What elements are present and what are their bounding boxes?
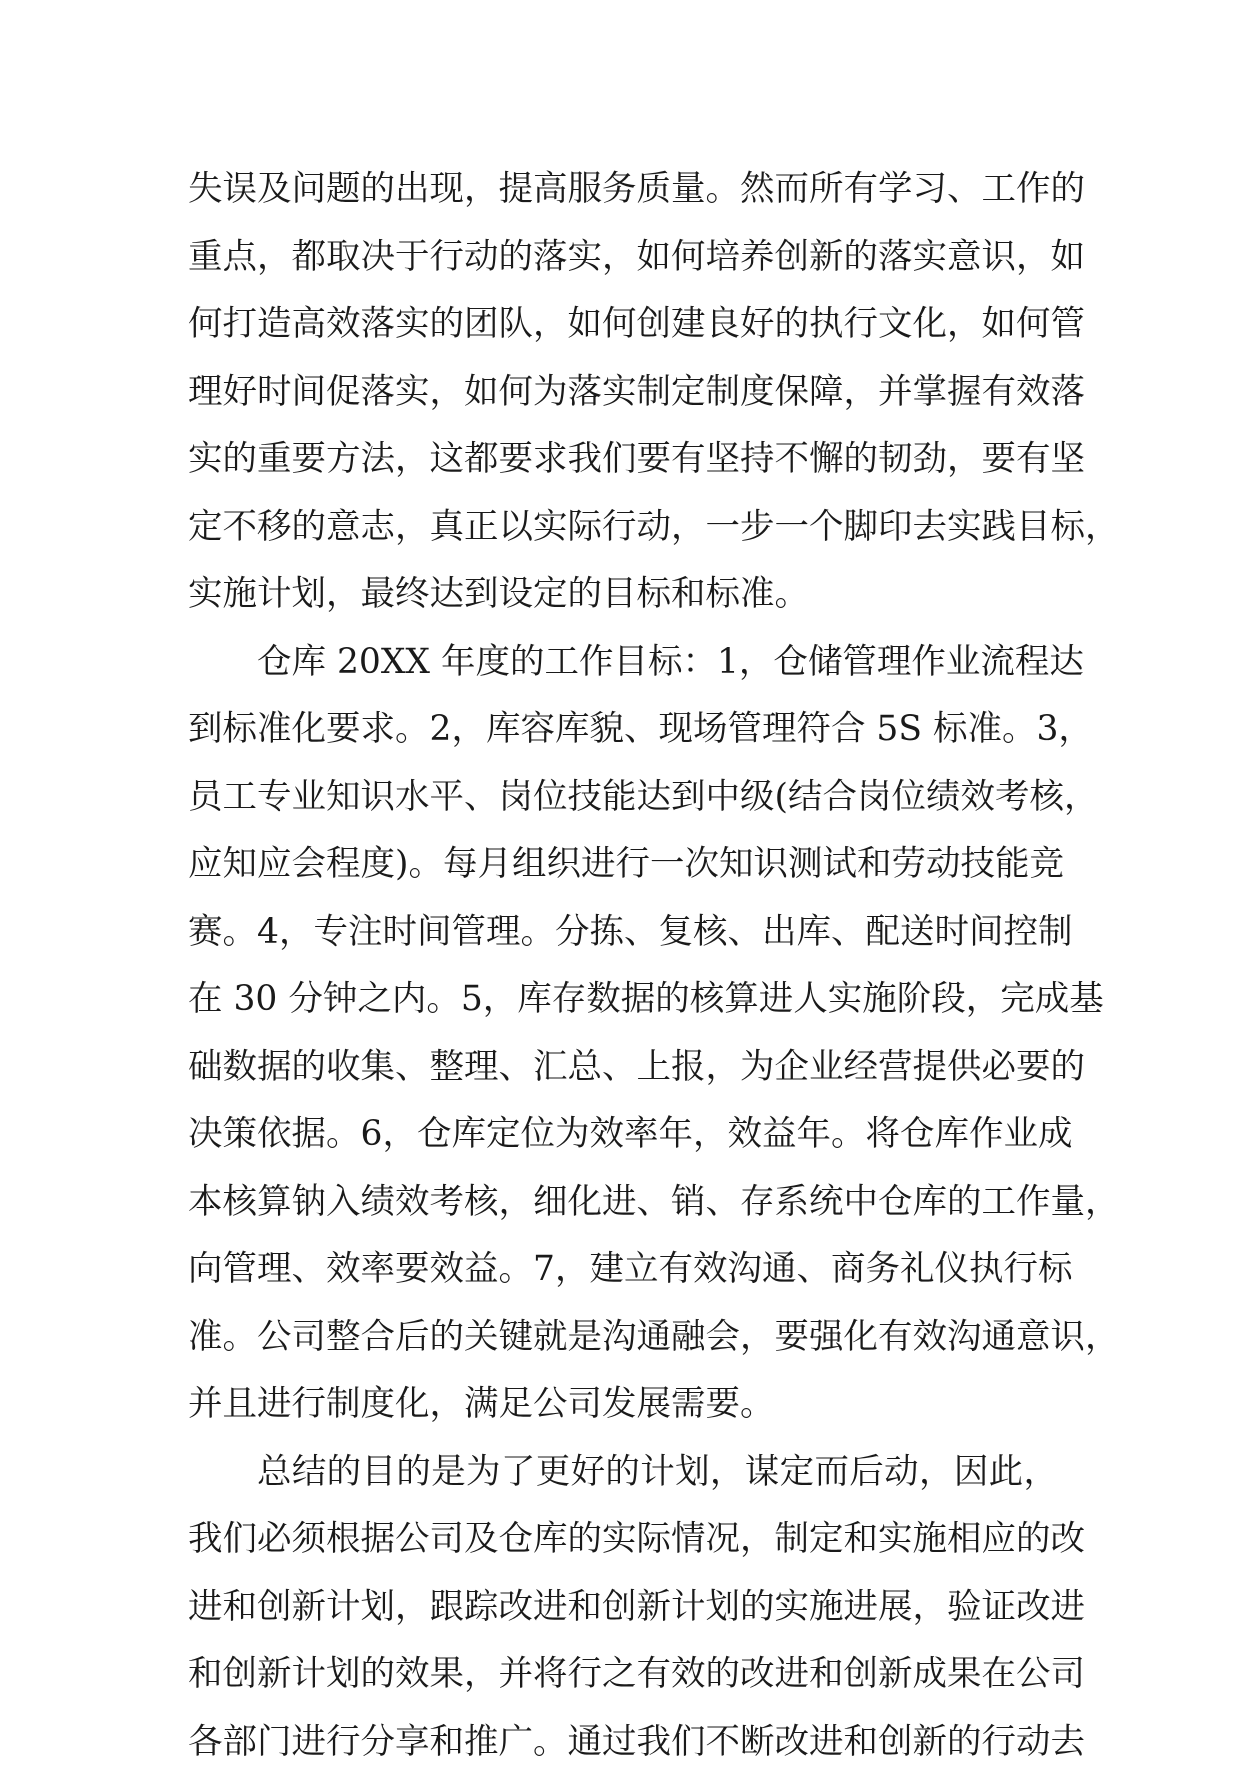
body-text [188, 156, 1058, 1776]
text-line: 实施计划，最终达到设定的目标和标准。 [188, 561, 1058, 629]
text-line: 失误及问题的出现，提高服务质量。然而所有学习、工作的 [188, 156, 1058, 224]
paragraph-2 [188, 629, 1058, 1439]
text-line: 重点，都取决于行动的落实，如何培养创新的落实意识，如 [188, 224, 1058, 292]
text-line: 实的重要方法，这都要求我们要有坚持不懈的韧劲，要有坚 [188, 426, 1058, 494]
text-line: 仓库 20XX 年度的工作目标：1，仓储管理作业流程达 [188, 629, 1058, 697]
text-line: 理好时间促落实，如何为落实制定制度保障，并掌握有效落 [188, 359, 1058, 427]
paragraph-3 [188, 1439, 1058, 1776]
text-line: 员工专业知识水平、岗位技能达到中级(结合岗位绩效考核， [188, 764, 1058, 832]
text-line: 何打造高效落实的团队，如何创建良好的执行文化，如何管 [188, 291, 1058, 359]
text-line: 本核算钠入绩效考核，细化进、销、存系统中仓库的工作量， [188, 1169, 1058, 1237]
text-line: 总结的目的是为了更好的计划，谋定而后动，因此， [188, 1439, 1058, 1507]
text-line: 进和创新计划，跟踪改进和创新计划的实施进展，验证改进 [188, 1574, 1058, 1642]
text-line: 应知应会程度)。每月组织进行一次知识测试和劳动技能竞 [188, 831, 1058, 899]
text-line: 并且进行制度化，满足公司发展需要。 [188, 1371, 1058, 1439]
text-line: 和创新计划的效果，并将行之有效的改进和创新成果在公司 [188, 1641, 1058, 1709]
text-line: 赛。4，专注时间管理。分拣、复核、出库、配送时间控制 [188, 899, 1058, 967]
text-line: 到标准化要求。2，库容库貌、现场管理符合 5S 标准。3， [188, 696, 1058, 764]
text-line: 定不移的意志，真正以实际行动，一步一个脚印去实践目标， [188, 494, 1058, 562]
text-line: 在 30 分钟之内。5，库存数据的核算进人实施阶段，完成基 [188, 966, 1058, 1034]
text-line: 础数据的收集、整理、汇总、上报，为企业经营提供必要的 [188, 1034, 1058, 1102]
text-line: 我们必须根据公司及仓库的实际情况，制定和实施相应的改 [188, 1506, 1058, 1574]
text-line: 决策依据。6，仓库定位为效率年，效益年。将仓库作业成 [188, 1101, 1058, 1169]
text-line: 各部门进行分享和推广。通过我们不断改进和创新的行动去 [188, 1709, 1058, 1776]
text-line: 向管理、效率要效益。7，建立有效沟通、商务礼仪执行标 [188, 1236, 1058, 1304]
paragraph-1 [188, 156, 1058, 629]
text-line: 准。公司整合后的关键就是沟通融会，要强化有效沟通意识， [188, 1304, 1058, 1372]
